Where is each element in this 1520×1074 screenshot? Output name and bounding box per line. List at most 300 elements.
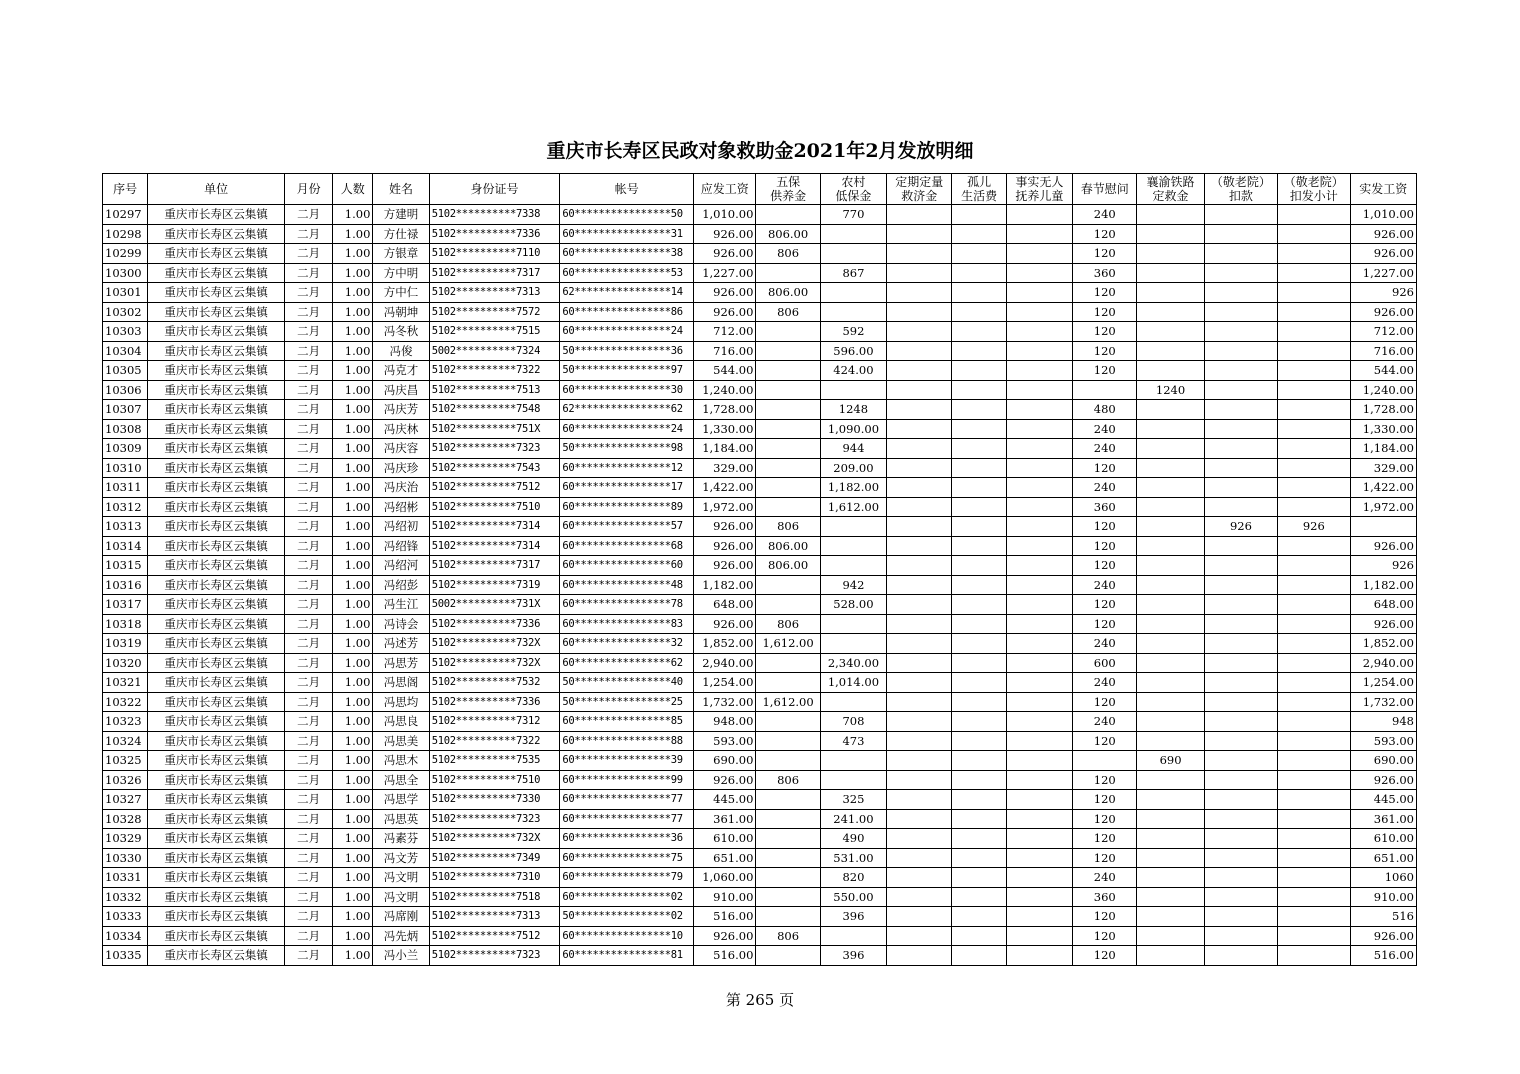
col-railway-relief-cell (1137, 653, 1204, 673)
col-account-cell: 50****************98 (560, 439, 694, 459)
col-fixed-relief-cell (887, 751, 952, 771)
col-fixed-relief-cell (887, 556, 952, 576)
col-count-cell: 1.00 (333, 751, 373, 771)
col-id-number-cell: 5102**********7330 (429, 790, 560, 810)
col-month-cell: 二月 (284, 829, 332, 849)
col-fixed-relief-cell (887, 263, 952, 283)
col-rural-subsistence-cell: 241.00 (820, 809, 886, 829)
col-actual-pay-cell: 1,254.00 (1350, 673, 1417, 693)
col-payable-cell: 926.00 (694, 517, 756, 537)
col-id-number-cell: 5102**********7515 (429, 322, 560, 342)
col-payable-cell: 329.00 (694, 458, 756, 478)
col-payable-cell: 544.00 (694, 361, 756, 381)
col-rural-subsistence-cell: 1,090.00 (820, 419, 886, 439)
col-orphan-living-cell (952, 536, 1006, 556)
col-month-cell: 二月 (284, 848, 332, 868)
col-nursing-deduction-subtotal-cell (1278, 848, 1350, 868)
col-name-cell: 冯先炳 (373, 926, 429, 946)
col-nursing-deduction-subtotal-cell (1278, 926, 1350, 946)
col-nursing-deduction-subtotal-cell (1278, 283, 1350, 303)
table-row (103, 244, 1417, 264)
col-id-number-cell: 5102**********7510 (429, 497, 560, 517)
col-serial-cell: 10319 (103, 634, 148, 654)
col-count-cell: 1.00 (333, 361, 373, 381)
col-nursing-deduction-cell (1204, 829, 1277, 849)
col-name-cell: 冯述芳 (373, 634, 429, 654)
col-fixed-relief-cell (887, 419, 952, 439)
col-account-cell: 50****************02 (560, 907, 694, 927)
col-railway-relief-cell: 1240 (1137, 380, 1204, 400)
col-spring-festival-cell: 120 (1073, 907, 1137, 927)
col-five-guarantee-cell (756, 848, 820, 868)
col-fixed-relief-cell (887, 224, 952, 244)
col-count-cell: 1.00 (333, 653, 373, 673)
col-actual-pay-cell: 593.00 (1350, 731, 1417, 751)
col-nursing-deduction-subtotal-cell (1278, 595, 1350, 615)
col-unit-cell: 重庆市长寿区云集镇 (148, 263, 285, 283)
col-fixed-relief-cell (887, 517, 952, 537)
col-rural-subsistence-cell: 531.00 (820, 848, 886, 868)
col-rural-subsistence-cell: 1,014.00 (820, 673, 886, 693)
col-name-cell: 冯庆林 (373, 419, 429, 439)
col-payable-cell: 948.00 (694, 712, 756, 732)
col-account-cell: 60****************31 (560, 224, 694, 244)
col-nursing-deduction-subtotal-cell (1278, 361, 1350, 381)
col-month-cell: 二月 (284, 653, 332, 673)
col-serial-cell: 10314 (103, 536, 148, 556)
col-serial-cell: 10305 (103, 361, 148, 381)
col-nursing-deduction-cell (1204, 653, 1277, 673)
table-header-row (103, 174, 1417, 205)
col-nursing-deduction-cell (1204, 634, 1277, 654)
col-actual-pay-cell: 1,330.00 (1350, 419, 1417, 439)
col-rural-subsistence-cell (820, 244, 886, 264)
table-row (103, 848, 1417, 868)
col-actual-pay-cell: 712.00 (1350, 322, 1417, 342)
col-fixed-relief-header: 定期定量 救济金 (887, 174, 952, 205)
col-account-cell: 60****************77 (560, 809, 694, 829)
col-unsupported-child-cell (1006, 205, 1072, 225)
col-actual-pay-cell: 1060 (1350, 868, 1417, 888)
col-rural-subsistence-cell (820, 380, 886, 400)
col-name-cell: 方银章 (373, 244, 429, 264)
col-actual-pay-cell: 329.00 (1350, 458, 1417, 478)
col-serial-cell: 10302 (103, 302, 148, 322)
col-payable-cell: 1,182.00 (694, 575, 756, 595)
col-name-cell: 冯席刚 (373, 907, 429, 927)
col-payable-cell: 1,732.00 (694, 692, 756, 712)
col-railway-relief-cell (1137, 224, 1204, 244)
col-fixed-relief-cell (887, 692, 952, 712)
col-fixed-relief-cell (887, 946, 952, 966)
col-serial-cell: 10333 (103, 907, 148, 927)
col-payable-cell: 1,184.00 (694, 439, 756, 459)
col-serial-cell: 10300 (103, 263, 148, 283)
col-account-cell: 60****************85 (560, 712, 694, 732)
col-unit-cell: 重庆市长寿区云集镇 (148, 341, 285, 361)
col-id-number-cell: 5102**********7535 (429, 751, 560, 771)
table-row (103, 478, 1417, 498)
col-name-cell: 冯庆芳 (373, 400, 429, 420)
col-serial-cell: 10297 (103, 205, 148, 225)
col-spring-festival-cell: 360 (1073, 497, 1137, 517)
col-unsupported-child-cell (1006, 653, 1072, 673)
col-count-cell: 1.00 (333, 302, 373, 322)
col-unsupported-child-cell (1006, 926, 1072, 946)
col-five-guarantee-cell (756, 673, 820, 693)
col-actual-pay-cell: 361.00 (1350, 809, 1417, 829)
col-nursing-deduction-subtotal-cell (1278, 751, 1350, 771)
table-row (103, 692, 1417, 712)
col-month-cell: 二月 (284, 926, 332, 946)
col-spring-festival-cell: 120 (1073, 770, 1137, 790)
col-payable-cell: 926.00 (694, 556, 756, 576)
col-month-cell: 二月 (284, 907, 332, 927)
col-orphan-living-cell (952, 595, 1006, 615)
col-month-header: 月份 (284, 174, 332, 205)
col-name-cell: 冯绍锋 (373, 536, 429, 556)
col-unit-cell: 重庆市长寿区云集镇 (148, 614, 285, 634)
col-month-cell: 二月 (284, 868, 332, 888)
col-name-cell: 冯冬秋 (373, 322, 429, 342)
col-rural-subsistence-header: 农村 低保金 (820, 174, 886, 205)
table-row (103, 907, 1417, 927)
col-orphan-living-cell (952, 887, 1006, 907)
col-orphan-living-cell (952, 946, 1006, 966)
col-fixed-relief-cell (887, 731, 952, 751)
col-actual-pay-cell: 2,940.00 (1350, 653, 1417, 673)
col-count-header: 人数 (333, 174, 373, 205)
col-five-guarantee-cell (756, 868, 820, 888)
col-unit-cell: 重庆市长寿区云集镇 (148, 302, 285, 322)
col-orphan-living-cell (952, 575, 1006, 595)
col-nursing-deduction-subtotal-cell (1278, 478, 1350, 498)
col-id-number-cell: 5102**********7548 (429, 400, 560, 420)
table-row (103, 673, 1417, 693)
col-count-cell: 1.00 (333, 322, 373, 342)
col-actual-pay-cell: 926.00 (1350, 224, 1417, 244)
col-count-cell: 1.00 (333, 341, 373, 361)
col-id-number-cell: 5102**********7512 (429, 478, 560, 498)
col-nursing-deduction-cell (1204, 439, 1277, 459)
col-id-number-cell: 5102**********7322 (429, 731, 560, 751)
col-spring-festival-cell: 240 (1073, 205, 1137, 225)
col-unit-header: 单位 (148, 174, 285, 205)
col-rural-subsistence-cell: 708 (820, 712, 886, 732)
col-spring-festival-cell: 120 (1073, 224, 1137, 244)
col-orphan-living-header: 孤儿 生活费 (952, 174, 1006, 205)
col-railway-relief-cell (1137, 478, 1204, 498)
col-name-cell: 冯诗会 (373, 614, 429, 634)
col-payable-cell: 926.00 (694, 283, 756, 303)
col-count-cell: 1.00 (333, 517, 373, 537)
col-month-cell: 二月 (284, 283, 332, 303)
col-spring-festival-cell: 600 (1073, 653, 1137, 673)
col-nursing-deduction-cell (1204, 692, 1277, 712)
col-name-cell: 冯文明 (373, 868, 429, 888)
col-name-cell: 方仕禄 (373, 224, 429, 244)
col-unsupported-child-cell (1006, 322, 1072, 342)
col-railway-relief-cell (1137, 673, 1204, 693)
table-row (103, 868, 1417, 888)
col-count-cell: 1.00 (333, 614, 373, 634)
col-nursing-deduction-cell (1204, 283, 1277, 303)
col-month-cell: 二月 (284, 400, 332, 420)
col-spring-festival-cell: 120 (1073, 556, 1137, 576)
col-payable-cell: 1,240.00 (694, 380, 756, 400)
col-id-number-cell: 5102**********7336 (429, 224, 560, 244)
col-railway-relief-cell (1137, 809, 1204, 829)
col-count-cell: 1.00 (333, 556, 373, 576)
col-nursing-deduction-cell: 926 (1204, 517, 1277, 537)
col-name-cell: 冯文明 (373, 887, 429, 907)
col-month-cell: 二月 (284, 536, 332, 556)
col-fixed-relief-cell (887, 770, 952, 790)
col-unsupported-child-cell (1006, 946, 1072, 966)
col-unsupported-child-cell (1006, 302, 1072, 322)
col-nursing-deduction-subtotal-cell (1278, 205, 1350, 225)
col-rural-subsistence-cell: 490 (820, 829, 886, 849)
col-actual-pay-cell: 1,184.00 (1350, 439, 1417, 459)
col-nursing-deduction-subtotal-cell (1278, 673, 1350, 693)
col-spring-festival-cell: 120 (1073, 692, 1137, 712)
col-account-cell: 60****************48 (560, 575, 694, 595)
col-fixed-relief-cell (887, 322, 952, 342)
col-railway-relief-cell (1137, 517, 1204, 537)
col-fixed-relief-cell (887, 848, 952, 868)
col-five-guarantee-cell (756, 887, 820, 907)
col-account-cell: 60****************12 (560, 458, 694, 478)
col-id-number-cell: 5102**********7110 (429, 244, 560, 264)
col-rural-subsistence-cell (820, 634, 886, 654)
col-spring-festival-cell: 120 (1073, 302, 1137, 322)
col-rural-subsistence-cell: 528.00 (820, 595, 886, 615)
col-nursing-deduction-cell (1204, 380, 1277, 400)
col-id-number-cell: 5102**********7313 (429, 283, 560, 303)
col-five-guarantee-cell (756, 205, 820, 225)
table-row (103, 712, 1417, 732)
col-actual-pay-cell: 1,227.00 (1350, 263, 1417, 283)
col-name-cell: 冯思英 (373, 809, 429, 829)
col-nursing-deduction-subtotal-cell: 926 (1278, 517, 1350, 537)
col-unit-cell: 重庆市长寿区云集镇 (148, 731, 285, 751)
col-unit-cell: 重庆市长寿区云集镇 (148, 478, 285, 498)
col-fixed-relief-cell (887, 458, 952, 478)
col-count-cell: 1.00 (333, 848, 373, 868)
col-nursing-deduction-subtotal-cell (1278, 712, 1350, 732)
col-name-cell: 冯思均 (373, 692, 429, 712)
col-unsupported-child-cell (1006, 692, 1072, 712)
col-month-cell: 二月 (284, 458, 332, 478)
table-row (103, 790, 1417, 810)
col-nursing-deduction-cell (1204, 731, 1277, 751)
col-account-cell: 60****************88 (560, 731, 694, 751)
col-account-cell: 60****************17 (560, 478, 694, 498)
table-row (103, 926, 1417, 946)
col-railway-relief-cell (1137, 322, 1204, 342)
col-five-guarantee-cell (756, 458, 820, 478)
col-payable-cell: 648.00 (694, 595, 756, 615)
col-month-cell: 二月 (284, 712, 332, 732)
col-count-cell: 1.00 (333, 731, 373, 751)
col-unit-cell: 重庆市长寿区云集镇 (148, 400, 285, 420)
col-railway-relief-cell (1137, 595, 1204, 615)
col-nursing-deduction-subtotal-cell (1278, 868, 1350, 888)
col-account-cell: 60****************79 (560, 868, 694, 888)
col-orphan-living-cell (952, 653, 1006, 673)
col-actual-pay-cell: 516.00 (1350, 946, 1417, 966)
col-name-cell: 冯克才 (373, 361, 429, 381)
col-name-cell: 冯生江 (373, 595, 429, 615)
col-nursing-deduction-cell (1204, 400, 1277, 420)
col-nursing-deduction-subtotal-cell (1278, 400, 1350, 420)
col-orphan-living-cell (952, 244, 1006, 264)
col-serial-cell: 10322 (103, 692, 148, 712)
col-nursing-deduction-subtotal-cell (1278, 302, 1350, 322)
col-account-cell: 60****************86 (560, 302, 694, 322)
col-orphan-living-cell (952, 302, 1006, 322)
col-unsupported-child-cell (1006, 829, 1072, 849)
col-name-cell: 冯思木 (373, 751, 429, 771)
col-unit-cell: 重庆市长寿区云集镇 (148, 653, 285, 673)
col-unit-cell: 重庆市长寿区云集镇 (148, 848, 285, 868)
col-account-cell: 62****************14 (560, 283, 694, 303)
col-month-cell: 二月 (284, 790, 332, 810)
table-row (103, 731, 1417, 751)
col-railway-relief-cell: 690 (1137, 751, 1204, 771)
col-unsupported-child-cell (1006, 283, 1072, 303)
col-nursing-deduction-cell (1204, 536, 1277, 556)
col-nursing-deduction-cell (1204, 322, 1277, 342)
col-unsupported-child-cell (1006, 673, 1072, 693)
col-rural-subsistence-cell: 820 (820, 868, 886, 888)
col-spring-festival-cell: 120 (1073, 536, 1137, 556)
col-five-guarantee-cell: 806.00 (756, 556, 820, 576)
col-nursing-deduction-subtotal-cell (1278, 263, 1350, 283)
col-rural-subsistence-cell: 1248 (820, 400, 886, 420)
col-orphan-living-cell (952, 926, 1006, 946)
col-count-cell: 1.00 (333, 712, 373, 732)
col-unit-cell: 重庆市长寿区云集镇 (148, 224, 285, 244)
col-five-guarantee-cell (756, 595, 820, 615)
col-id-number-cell: 5102**********7510 (429, 770, 560, 790)
col-unit-cell: 重庆市长寿区云集镇 (148, 283, 285, 303)
col-actual-pay-cell: 648.00 (1350, 595, 1417, 615)
col-nursing-deduction-cell (1204, 848, 1277, 868)
col-count-cell: 1.00 (333, 224, 373, 244)
col-count-cell: 1.00 (333, 458, 373, 478)
col-fixed-relief-cell (887, 614, 952, 634)
col-railway-relief-cell (1137, 283, 1204, 303)
col-unsupported-child-cell (1006, 497, 1072, 517)
col-orphan-living-cell (952, 673, 1006, 693)
col-account-header: 帐号 (560, 174, 694, 205)
col-nursing-deduction-subtotal-cell (1278, 770, 1350, 790)
col-railway-relief-cell (1137, 458, 1204, 478)
col-serial-cell: 10311 (103, 478, 148, 498)
col-id-number-cell: 5102**********7319 (429, 575, 560, 595)
col-orphan-living-cell (952, 400, 1006, 420)
col-railway-relief-cell (1137, 887, 1204, 907)
col-payable-cell: 1,728.00 (694, 400, 756, 420)
col-month-cell: 二月 (284, 517, 332, 537)
col-payable-cell: 712.00 (694, 322, 756, 342)
col-unsupported-child-cell (1006, 751, 1072, 771)
col-serial-cell: 10316 (103, 575, 148, 595)
col-serial-cell: 10310 (103, 458, 148, 478)
col-railway-relief-cell (1137, 829, 1204, 849)
col-orphan-living-cell (952, 205, 1006, 225)
col-nursing-deduction-cell (1204, 673, 1277, 693)
col-railway-relief-cell (1137, 263, 1204, 283)
col-unsupported-child-cell (1006, 634, 1072, 654)
col-payable-cell: 516.00 (694, 907, 756, 927)
col-unit-cell: 重庆市长寿区云集镇 (148, 536, 285, 556)
col-five-guarantee-cell: 806 (756, 614, 820, 634)
col-orphan-living-cell (952, 829, 1006, 849)
col-unit-cell: 重庆市长寿区云集镇 (148, 556, 285, 576)
col-serial-cell: 10308 (103, 419, 148, 439)
col-account-cell: 60****************24 (560, 322, 694, 342)
col-name-cell: 冯思阁 (373, 673, 429, 693)
col-railway-relief-cell (1137, 790, 1204, 810)
col-fixed-relief-cell (887, 283, 952, 303)
col-spring-festival-cell: 120 (1073, 809, 1137, 829)
col-nursing-deduction-subtotal-header: （敬老院） 扣发小计 (1278, 174, 1350, 205)
col-count-cell: 1.00 (333, 887, 373, 907)
col-serial-cell: 10312 (103, 497, 148, 517)
col-orphan-living-cell (952, 868, 1006, 888)
col-count-cell: 1.00 (333, 263, 373, 283)
col-spring-festival-cell: 120 (1073, 458, 1137, 478)
table-row (103, 497, 1417, 517)
col-payable-cell: 2,940.00 (694, 653, 756, 673)
col-month-cell: 二月 (284, 809, 332, 829)
col-fixed-relief-cell (887, 712, 952, 732)
col-rural-subsistence-cell: 325 (820, 790, 886, 810)
col-spring-festival-cell (1073, 380, 1137, 400)
col-unsupported-child-cell (1006, 244, 1072, 264)
col-rural-subsistence-cell (820, 517, 886, 537)
col-nursing-deduction-cell (1204, 263, 1277, 283)
col-nursing-deduction-cell (1204, 556, 1277, 576)
col-fixed-relief-cell (887, 790, 952, 810)
col-actual-pay-cell: 926.00 (1350, 536, 1417, 556)
col-id-number-cell: 5102**********7310 (429, 868, 560, 888)
table-row (103, 302, 1417, 322)
table-row (103, 653, 1417, 673)
col-five-guarantee-cell (756, 790, 820, 810)
col-spring-festival-cell: 240 (1073, 712, 1137, 732)
col-railway-relief-cell (1137, 556, 1204, 576)
col-account-cell: 60****************60 (560, 556, 694, 576)
col-id-number-cell: 5102**********7513 (429, 380, 560, 400)
col-name-cell: 冯思美 (373, 731, 429, 751)
col-rural-subsistence-cell (820, 302, 886, 322)
col-account-cell: 60****************10 (560, 926, 694, 946)
col-actual-pay-cell: 1,728.00 (1350, 400, 1417, 420)
col-serial-cell: 10323 (103, 712, 148, 732)
col-id-number-cell: 5102**********7313 (429, 907, 560, 927)
col-orphan-living-cell (952, 497, 1006, 517)
col-unit-cell: 重庆市长寿区云集镇 (148, 692, 285, 712)
col-spring-festival-cell: 240 (1073, 634, 1137, 654)
col-orphan-living-cell (952, 380, 1006, 400)
col-count-cell: 1.00 (333, 673, 373, 693)
col-unit-cell: 重庆市长寿区云集镇 (148, 868, 285, 888)
col-five-guarantee-cell (756, 439, 820, 459)
col-unit-cell: 重庆市长寿区云集镇 (148, 380, 285, 400)
